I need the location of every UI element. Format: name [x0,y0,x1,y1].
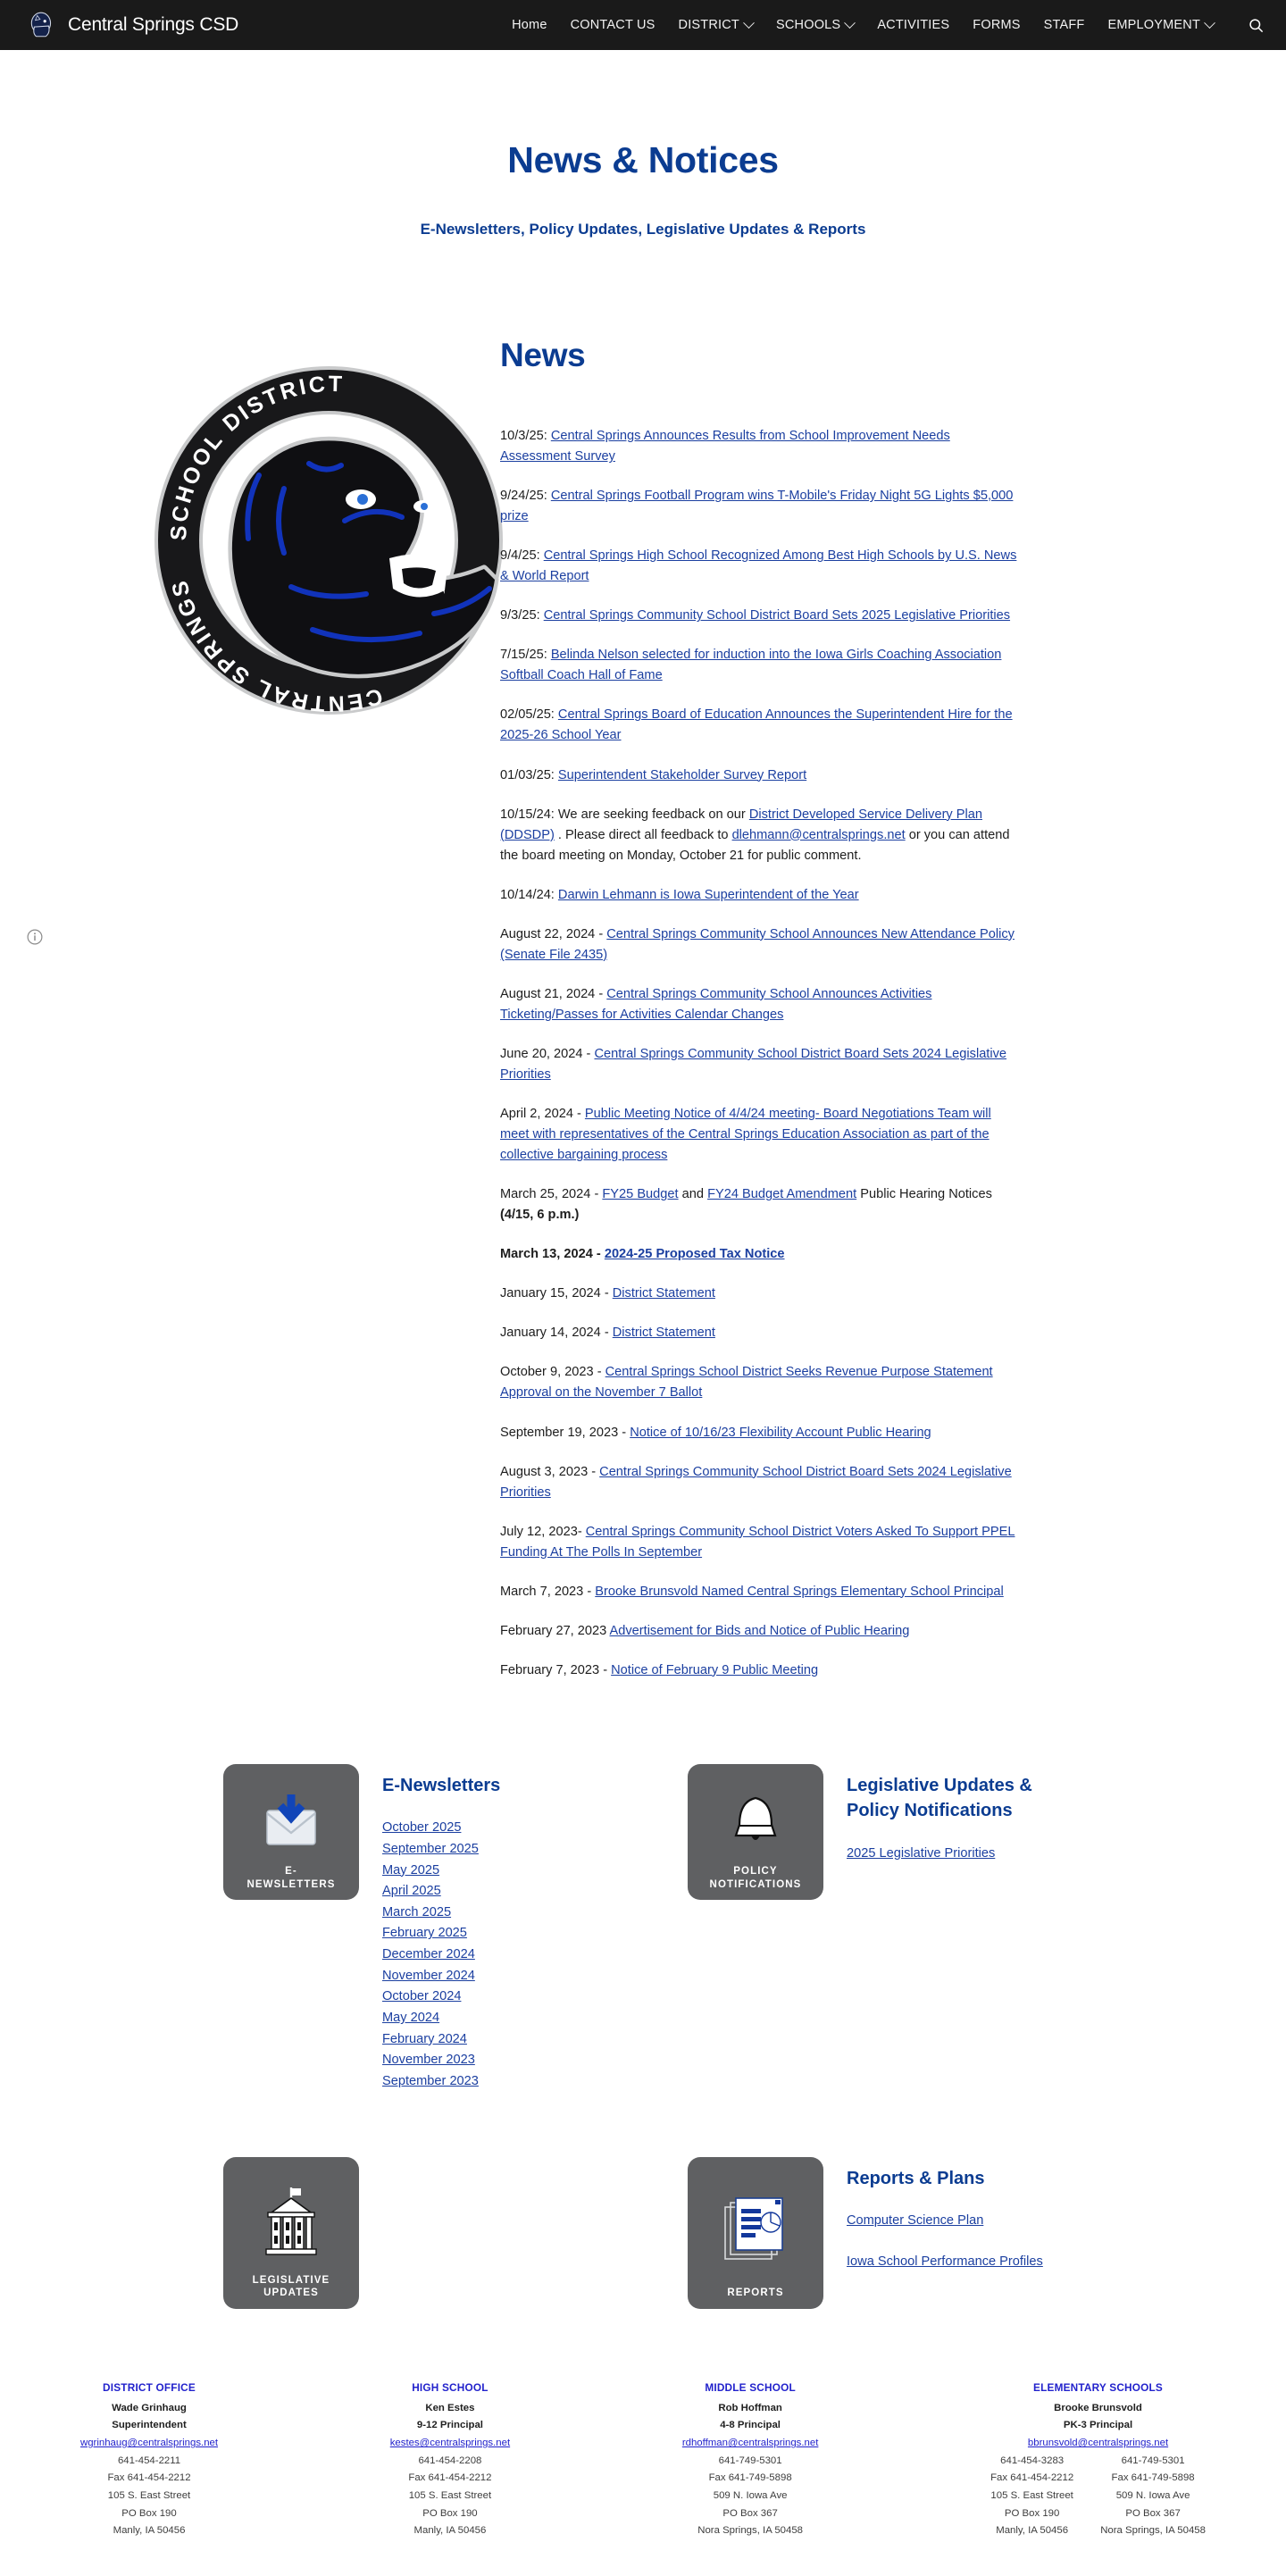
footer-email [390,2435,510,2453]
footer-detail-line: Fax 641-749-5898 [1111,2472,1195,2484]
nav-item-staff[interactable] [1044,18,1085,32]
news-text: or you can attend the board meeting on Monday, October 21 for public comment. [500,827,1010,863]
news-item [500,1284,1018,1304]
news-date: 7/15/25: [500,648,551,663]
footer-detail-line: Fax 641-454-2212 [408,2472,492,2484]
enewsletter-link[interactable]: November 2024 [382,1968,475,1983]
news-item [500,606,1018,626]
news-link[interactable]: Central Springs Community School Announces Activities Ticketing/Passes for Activities Calendar Changes [500,986,932,1022]
footer-column [990,2379,1206,2540]
nav-item-contact-us[interactable] [571,18,656,32]
nav-label: DISTRICT [678,18,739,32]
news-text-bold: (4/15, 6 p.m.) [500,1208,580,1223]
news-link[interactable]: FY24 Budget Amendment [707,1187,857,1202]
news-date: 10/14/24: [500,887,558,902]
search-button[interactable] [1248,17,1265,34]
enewsletter-link[interactable]: February 2025 [382,1926,467,1941]
news-item [500,426,1018,467]
news-link[interactable]: Central Springs School District Seeks Revenue Purpose Statement Approval on the November 7 Ballot [500,1365,993,1401]
enewsletter-link[interactable]: March 2025 [382,1904,452,1919]
news-date: 9/24/25: [500,489,551,504]
enewsletters-body [382,1764,500,2093]
logo-ring-bottom-text: CENTRAL SPRINGS [166,575,386,716]
news-link[interactable]: Belinda Nelson selected for induction into the Iowa Girls Coaching Association Softball Coach Hall of Fame [500,648,1002,683]
news-date: January 15, 2024 - [500,1286,613,1301]
policy-notifications-tile[interactable] [688,1764,823,1900]
news-item [500,645,1018,686]
footer-contact-name: 9-12 Principal [416,2420,483,2431]
nav-item-home[interactable] [512,18,547,32]
news-text: Public Hearing Notices [856,1187,992,1202]
resource-row-1 [0,1764,1286,2093]
reports-tile-label: REPORTS [727,2287,784,2299]
footer-detail-line: Manly, IA 50456 [113,2525,186,2537]
footer-column-heading: MIDDLE SCHOOL [705,2380,796,2394]
news-item [500,984,1018,1025]
nav-item-employment[interactable] [1107,18,1214,32]
footer-detail-line: 641-749-5301 [718,2455,782,2466]
footer-detail-line: Manly, IA 50456 [996,2525,1069,2537]
news-item [500,1621,1018,1642]
nav-label: EMPLOYMENT [1107,18,1200,32]
footer-email [80,2435,218,2453]
footer-detail-line: 641-454-2208 [418,2455,482,2466]
footer-detail-line: Fax 641-454-2212 [107,2472,191,2484]
news-date: 10/15/24: [500,807,558,822]
nav-label: ACTIVITIES [877,18,950,32]
news-text: and [678,1187,708,1202]
footer-detail-line: 105 S. East Street [107,2489,191,2501]
info-circle-icon [25,927,45,947]
footer-contact-name: Rob Hoffman [718,2402,782,2413]
news-link[interactable]: 2024-25 Proposed Tax Notice [604,1247,785,1262]
news-item [500,1582,1018,1602]
footer-contact-name: Wade Grinhaug [112,2402,187,2413]
news-item [500,1244,1018,1265]
logo-ring-top-text: SCHOOL DISTRICT [166,371,346,541]
footer-column-heading: HIGH SCHOOL [412,2380,489,2394]
news-link[interactable]: Superintendent Stakeholder Survey Report [557,767,807,782]
news-date: September 19, 2023 - [500,1425,630,1440]
news-link[interactable]: District Statement [612,1326,715,1341]
policy-link[interactable]: 2025 Legislative Priorities [847,1845,996,1861]
legislative-tile-label: LEGISLATIVE UPDATES [252,2274,330,2299]
district-panther-logo [134,346,527,721]
page-header [0,50,1286,238]
chevron-down-icon [743,17,755,29]
news-date: August 22, 2024 - [500,926,607,941]
news-link[interactable]: FY25 Budget [602,1187,679,1202]
news-item [500,885,1018,906]
reports-title: Reports & Plans [847,2168,985,2188]
news-list [500,426,1018,1681]
footer-detail-line: 509 N. Iowa Ave [713,2489,788,2501]
nav-label: STAFF [1043,18,1085,32]
site-header [0,0,1286,50]
news-date: June 20, 2024 - [500,1046,595,1061]
policy-tile-label: POLICY NOTIFICATIONS [709,1866,802,1890]
footer-email-link[interactable]: wgrinhaug@centralsprings.net [80,2438,219,2449]
news-link[interactable]: Notice of 10/16/23 Flexibility Account Public Hearing [630,1425,931,1440]
footer-email [990,2435,1206,2453]
news-date: July 12, 2023- [500,1524,586,1539]
news-item [500,1184,1018,1225]
news-link[interactable]: District Developed Service Delivery Plan (DDSDP) [500,807,982,842]
news-item [500,705,1018,746]
news-link[interactable]: Central Springs Community School District Board Sets 2025 Legislative Priorities [543,608,1011,623]
footer-detail-line: PO Box 190 [121,2507,177,2519]
main-nav [512,17,1265,34]
footer-split-details [990,2453,1206,2540]
footer-detail-line: 641-749-5301 [1121,2455,1185,2466]
news-date: March 7, 2023 - [500,1584,596,1599]
footer-column-heading: ELEMENTARY SCHOOLS [1033,2380,1164,2394]
policy-title: Legislative Updates & Policy Notifications [847,1775,1032,1821]
envelope-download-icon [253,1778,330,1865]
footer-column [682,2379,819,2540]
footer-detail-line: Nora Springs, IA 50458 [1100,2525,1206,2537]
reports-links [847,2211,1043,2292]
news-date: March 13, 2024 - [500,1247,605,1262]
logo-column [0,337,500,721]
news-item [500,1660,1018,1681]
news-item [500,1323,1018,1343]
footer-detail-line: Fax 641-749-5898 [708,2472,792,2484]
news-item [500,1462,1018,1503]
news-link[interactable]: Central Springs Community School Announces New Attendance Policy (Senate File 2435) [500,926,1015,962]
footer-detail-line: Manly, IA 50456 [413,2525,487,2537]
brand[interactable] [27,10,238,40]
enewsletter-link[interactable]: September 2025 [382,1841,479,1856]
footer-column [80,2379,218,2540]
news-link[interactable]: Central Springs Announces Results from School Improvement Needs Assessment Survey [500,429,950,464]
news-link[interactable]: Notice of February 9 Public Meeting [611,1662,819,1677]
enewsletter-link[interactable]: October 2025 [382,1820,462,1836]
news-item [500,1362,1018,1403]
news-item [500,765,1018,786]
legislative-updates-tile[interactable] [223,2157,359,2309]
news-date: 02/05/25: [500,707,558,723]
reports-tile[interactable] [688,2157,823,2309]
enewsletters-tile-label: E- NEWSLETTERS [246,1866,336,1890]
news-date: October 9, 2023 - [500,1365,605,1380]
nav-item-schools[interactable] [776,18,854,32]
news-link[interactable]: Central Springs Community School District Voters Asked To Support PPEL Funding At The Polls In September [500,1524,1015,1560]
footer-detail-line: Fax 641-454-2212 [990,2472,1074,2484]
footer-detail-line: PO Box 367 [1125,2507,1181,2519]
footer-detail-line: PO Box 190 [1004,2507,1060,2519]
enewsletter-link[interactable]: May 2024 [382,2011,440,2026]
news-link[interactable]: Darwin Lehmann is Iowa Superintendent of the Year [557,887,859,902]
chevron-down-icon [844,17,856,29]
site-footer [0,2309,1286,2576]
footer-detail-group [1100,2453,1206,2540]
enewsletter-link[interactable]: April 2025 [382,1884,441,1899]
news-link[interactable]: Central Springs Community School District Board Sets 2024 Legislative Priorities [500,1046,1007,1082]
enewsletter-link[interactable]: September 2023 [382,2073,479,2088]
nav-label: FORMS [973,18,1021,32]
news-date: March 25, 2024 - [500,1187,603,1202]
enewsletters-tile[interactable] [223,1764,359,1900]
footer-column [390,2379,510,2540]
footer-detail-line: PO Box 367 [722,2507,778,2519]
capitol-building-icon [250,2171,332,2274]
chevron-down-icon [1204,17,1215,29]
page-subtitle: E-Newsletters, Policy Updates, Legislative Updates & Reports [420,221,866,238]
footer-detail-line: 641-454-3283 [1000,2455,1065,2466]
news-link[interactable]: Central Springs Football Program wins T-Mobile's Friday Night 5G Lights $5,000 prize [500,489,1014,524]
footer-contact-name: 4-8 Principal [720,2420,781,2431]
news-link[interactable]: Central Springs Board of Education Announces the Superintendent Hire for the 2025-26 School Year [500,707,1013,743]
nav-label: CONTACT US [570,18,656,32]
info-button[interactable] [25,927,45,947]
footer-email-link[interactable]: rdhoffman@centralsprings.net [681,2438,819,2449]
news-link[interactable]: Central Springs Community School District Board Sets 2024 Legislative Priorities [500,1464,1012,1500]
footer-email [682,2435,819,2453]
resource-row-2 [0,2157,1286,2309]
footer-contact-name: Superintendent [112,2420,187,2431]
news-date: February 7, 2023 - [500,1662,612,1677]
news-date: February 27, 2023 [500,1623,610,1638]
news-date: 01/03/25: [500,767,558,782]
news-item [500,805,1018,866]
footer-detail-line: Nora Springs, IA 50458 [697,2525,803,2537]
footer-column-heading: DISTRICT OFFICE [103,2380,196,2394]
news-link[interactable]: District Statement [612,1286,715,1301]
footer-detail-line: PO Box 190 [422,2507,478,2519]
nav-item-forms[interactable] [973,18,1020,32]
news-link[interactable]: Central Springs High School Recognized Among Best High Schools by U.S. News & World Report [500,548,1017,584]
report-link[interactable]: Iowa School Performance Profiles [847,2254,1043,2269]
nav-label: Home [512,18,547,32]
footer-detail-line: 105 S. East Street [408,2489,492,2501]
brand-name: Central Springs CSD [68,14,239,35]
news-date: April 2, 2024 - [500,1107,585,1122]
enewsletter-link[interactable]: May 2025 [382,1862,440,1878]
enewsletters-block [223,1764,688,2093]
news-link[interactable]: Brooke Brunsvold Named Central Springs Elementary School Principal [595,1584,1004,1599]
reports-body [847,2157,1043,2309]
footer-detail-line: 641-454-2211 [117,2455,181,2466]
legislative-block [223,2157,688,2309]
news-item [500,1104,1018,1166]
enewsletter-link[interactable]: December 2024 [382,1947,475,1962]
nav-label: SCHOOLS [776,18,841,32]
panther-head-icon [27,10,57,40]
reports-block [688,2157,1286,2309]
news-item [500,924,1018,966]
policy-body [847,1764,1070,2093]
news-date: 9/4/25: [500,548,544,564]
footer-email-link[interactable]: bbrunsvold@centralsprings.net [1027,2438,1169,2449]
footer-detail-group [990,2453,1073,2540]
news-item [500,486,1018,527]
news-date: 9/3/25: [500,608,544,623]
news-link[interactable]: Advertisement for Bids and Notice of Public Hearing [609,1623,910,1638]
news-date: January 14, 2024 - [500,1326,613,1341]
news-heading: News [500,337,586,373]
news-text: We are seeking feedback on our [557,807,749,822]
news-column [500,337,1125,1700]
news-date: August 21, 2024 - [500,986,607,1001]
policy-block [688,1764,1286,2093]
main-content [0,238,1286,1700]
news-date: 10/3/25: [500,429,551,443]
bell-icon [722,1778,789,1865]
enewsletter-link[interactable]: October 2024 [382,1989,462,2004]
nav-item-district[interactable] [679,18,753,32]
footer-contact-name: Ken Estes [425,2402,475,2413]
news-item [500,1522,1018,1563]
footer-contact-name: Brooke Brunsvold [1054,2402,1142,2413]
footer-detail-line: 105 S. East Street [990,2489,1073,2501]
nav-item-activities[interactable] [877,18,949,32]
page-title: News & Notices [507,139,779,180]
enewsletter-link[interactable]: November 2023 [382,2053,475,2068]
footer-detail-line: 509 N. Iowa Ave [1115,2489,1190,2501]
enewsletters-links [382,1818,500,2092]
news-item [500,546,1018,587]
report-document-icon [714,2171,797,2287]
news-item [500,1423,1018,1443]
enewsletter-link[interactable]: February 2024 [382,2031,467,2046]
footer-email-link[interactable]: kestes@centralsprings.net [389,2438,511,2449]
search-icon [1248,17,1265,34]
enewsletters-title: E-Newsletters [382,1775,501,1795]
news-date: August 3, 2023 - [500,1464,600,1479]
news-item [500,1044,1018,1085]
footer-contact-name: PK-3 Principal [1063,2420,1133,2431]
news-link[interactable]: Public Meeting Notice of 4/4/24 meeting- Board Negotiations Team will meet with representatives of the Central Springs Education Association as part of the collective bargaining process [500,1107,991,1163]
news-text: . Please direct all feedback to [554,827,732,842]
policy-links [847,1844,1070,1885]
report-link[interactable]: Computer Science Plan [847,2212,984,2228]
news-link[interactable]: dlehmann@centralsprings.net [731,827,906,842]
